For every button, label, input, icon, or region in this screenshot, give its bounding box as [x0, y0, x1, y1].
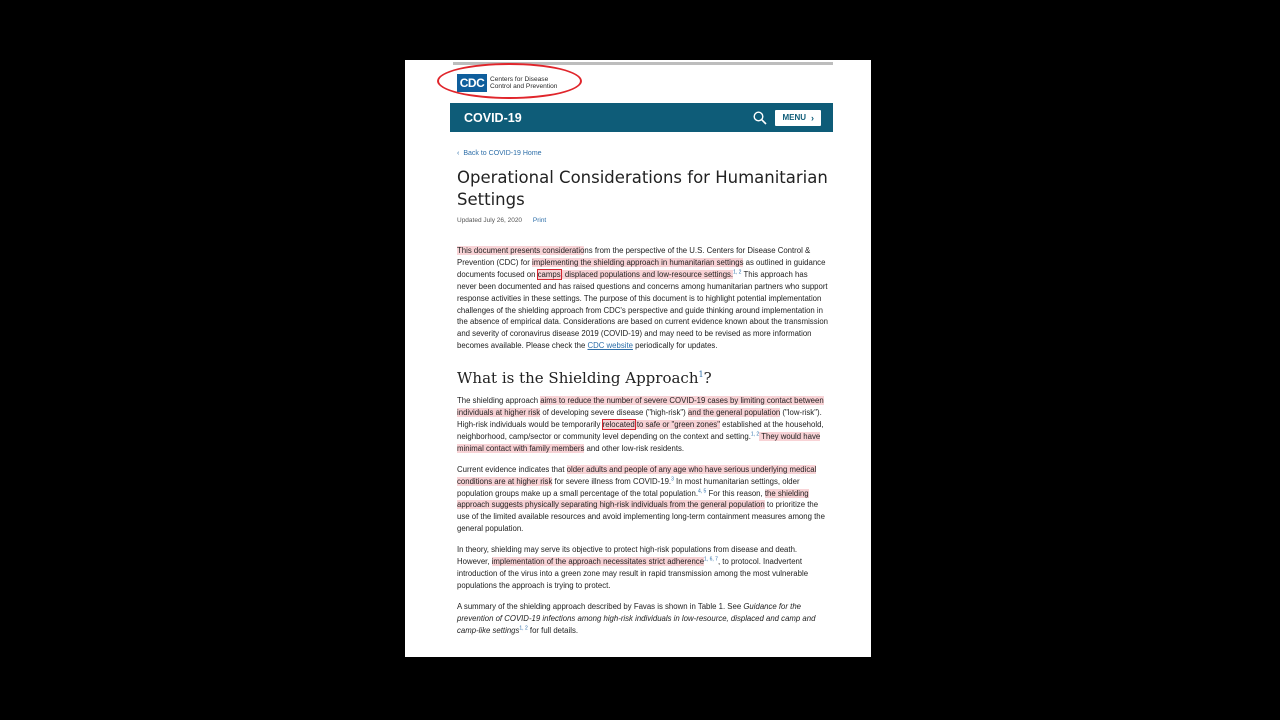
highlight: to safe or "green zones" [634, 419, 720, 429]
text-run: The shielding approach [457, 396, 541, 406]
text-run: for full details. [527, 625, 579, 635]
text-run: In theory, shielding may serve its objective to protect high-risk populations from disease and death. However, [457, 545, 798, 567]
text-run: ns from the perspective of the U.S. Centers for Disease Control & Prevention (CDC) for [457, 246, 811, 267]
paragraph-shielding [457, 395, 829, 455]
document-page [405, 60, 871, 657]
highlight: older adults and people of any age who have serious underlying medical conditions are at higher risk [457, 464, 817, 486]
paragraph-evidence [457, 464, 829, 535]
text-run: Current evidence indicates that [457, 464, 567, 474]
text-run: , to protocol. Inadvertent introduction of the virus into a green zone may result in rapid transmission among the most vulnerable populations the approach is trying to protect. [457, 557, 809, 590]
highlight: aims to reduce the number of severe COVID-19 cases by limiting contact between individuals at higher risk [457, 396, 824, 418]
text-run: established at the household, neighborhood, camp/sector or community level depending on the context and setting. [457, 419, 824, 441]
section-heading-end: ? [703, 369, 712, 388]
intro-paragraph [457, 245, 829, 352]
print-link[interactable]: Print [532, 217, 547, 224]
footnote-ref[interactable]: 1, 2 [750, 431, 760, 438]
text-run: of developing severe disease ("high-risk") [540, 408, 688, 418]
guidance-title: Guidance for the prevention of COVID-19 infections among high-risk individuals in low-resource, displaced and camp and camp-like settings [457, 601, 816, 635]
menu-button[interactable] [775, 110, 821, 126]
text-run: In most humanitarian settings, older population groups make up a small percentage of the total population. [457, 476, 800, 498]
text-run: and other low-risk residents. [584, 443, 685, 453]
highlight: , displaced populations and low-resource settings. [560, 269, 734, 279]
chevron-right-icon: › [811, 112, 814, 123]
section-heading-text: What is the Shielding Approach [457, 369, 699, 388]
back-link[interactable] [457, 150, 829, 157]
chevron-left-icon: ‹ [457, 150, 460, 157]
page-title: Operational Considerations for Humanitarian Settings [457, 168, 828, 209]
search-icon[interactable] [751, 109, 769, 127]
logo-line-2: Control and Prevention [490, 83, 558, 90]
text-run: ("low-risk"). High-risk individuals would be temporarily [457, 408, 822, 429]
footnote-ref[interactable]: 1, 2 [519, 624, 528, 631]
highlight: implementing the shielding approach in humanitarian settings [531, 257, 744, 267]
footnote-ref[interactable]: 1, 6, 7 [704, 556, 718, 563]
footnote-ref[interactable]: 3 [671, 476, 674, 482]
annotation-circle [437, 63, 582, 99]
menu-button-label: MENU [782, 113, 806, 122]
updated-date: Updated July 26, 2020 [457, 217, 523, 224]
main-content [457, 150, 829, 636]
topic-navbar [450, 103, 833, 132]
boxed-word-relocated: relocated [602, 419, 635, 429]
highlight: implementation of the approach necessitates strict adherence [491, 557, 705, 567]
text-run: for severe illness from COVID-19. [552, 476, 672, 486]
page-meta [457, 217, 829, 224]
highlight: and the general population [687, 408, 781, 418]
highlight: the shielding approach suggests physically separating high-risk individuals from the general population [457, 488, 809, 510]
paragraph-theory [457, 544, 829, 592]
paragraph-summary [457, 601, 829, 637]
text-run: This approach has never been documented and has raised questions and concerns among humanitarian partners who support response activities in these settings. The purpose of this document is to highlight potential implementation challenges of the shielding approach from CDC's perspective and guide thinking around implementation in the absence of empirical data. Considerations are based on current evidence known about the transmission and severity of coronavirus disease 2019 (COVID-19) and may need to be revised as more information becomes available. Please check the [457, 269, 829, 351]
footnote-ref[interactable]: 4, 5 [698, 487, 707, 494]
logo-line-1: Centers for Disease [490, 76, 549, 83]
highlight: They would have minimal contact with family members [457, 431, 821, 453]
cdc-logo-mark: CDC [457, 74, 487, 92]
boxed-word-camps: camps [537, 269, 561, 279]
cdc-website-link[interactable]: CDC website [587, 341, 633, 351]
text-run: to prioritize the use of the limited available resources and avoid implementing long-term containment measures among the general population. [457, 500, 825, 534]
footnote-ref[interactable]: 1, 2 [733, 269, 742, 276]
nav-title[interactable]: COVID-19 [464, 110, 522, 125]
footnote-ref[interactable]: 1 [698, 370, 704, 380]
section-heading [457, 369, 829, 387]
highlight: This document presents consideratio [457, 246, 585, 255]
text-run: periodically for updates. [632, 341, 718, 351]
text-run: For this reason, [706, 488, 765, 498]
text-run: A summary of the shielding approach described by Favas is shown in Table 1. See [457, 601, 744, 611]
back-link-label: Back to COVID-19 Home [463, 150, 542, 157]
text-run: as outlined in guidance documents focused on [457, 257, 826, 279]
